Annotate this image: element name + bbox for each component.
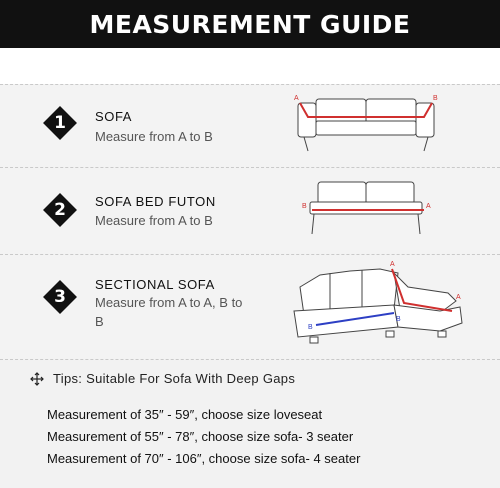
step-number-badge: 3 — [44, 281, 76, 313]
sectional-sofa-icon — [290, 257, 470, 357]
tip-line: Measurement of 55″ - 78″, choose size sofa- 3 seater — [47, 429, 354, 444]
tips-list — [47, 404, 360, 470]
spacer — [0, 48, 500, 84]
tip-line: Measurement of 70″ - 106″, choose size sofa- 4 seater — [47, 451, 361, 466]
tip-line: Measurement of 35″ - 59″, choose size loveseat — [47, 407, 323, 422]
step-sectional-sofa — [0, 254, 500, 360]
label-b: B — [396, 316, 401, 323]
tips-heading — [30, 371, 295, 386]
label-b: B — [433, 95, 438, 102]
label-a: A — [426, 203, 431, 210]
sofa-icon — [286, 89, 446, 163]
step-title: SECTIONAL SOFA — [95, 277, 215, 292]
step-sofa-bed-futon — [0, 167, 500, 254]
page-title: MEASUREMENT GUIDE — [89, 9, 411, 39]
step-title: SOFA — [95, 109, 133, 124]
step-title: SOFA BED FUTON — [95, 194, 216, 209]
tips-heading-text: Tips: Suitable For Sofa With Deep Gaps — [53, 371, 296, 386]
step-description: Measure from A to B — [95, 129, 213, 144]
header-bar — [0, 0, 500, 48]
label-b: B — [302, 203, 307, 210]
futon-icon — [286, 174, 446, 246]
label-a: A — [390, 261, 395, 268]
label-a: A — [456, 294, 461, 301]
label-a: A — [294, 95, 299, 102]
step-sofa — [0, 84, 500, 167]
tips-section — [0, 360, 500, 488]
label-b: B — [308, 324, 313, 331]
move-arrows-icon — [30, 372, 44, 386]
step-number-badge: 2 — [44, 194, 76, 226]
step-description: Measure from A to B — [95, 213, 213, 228]
step-number-badge: 1 — [44, 107, 76, 139]
step-description: Measure from A to A, B to B — [95, 295, 243, 329]
